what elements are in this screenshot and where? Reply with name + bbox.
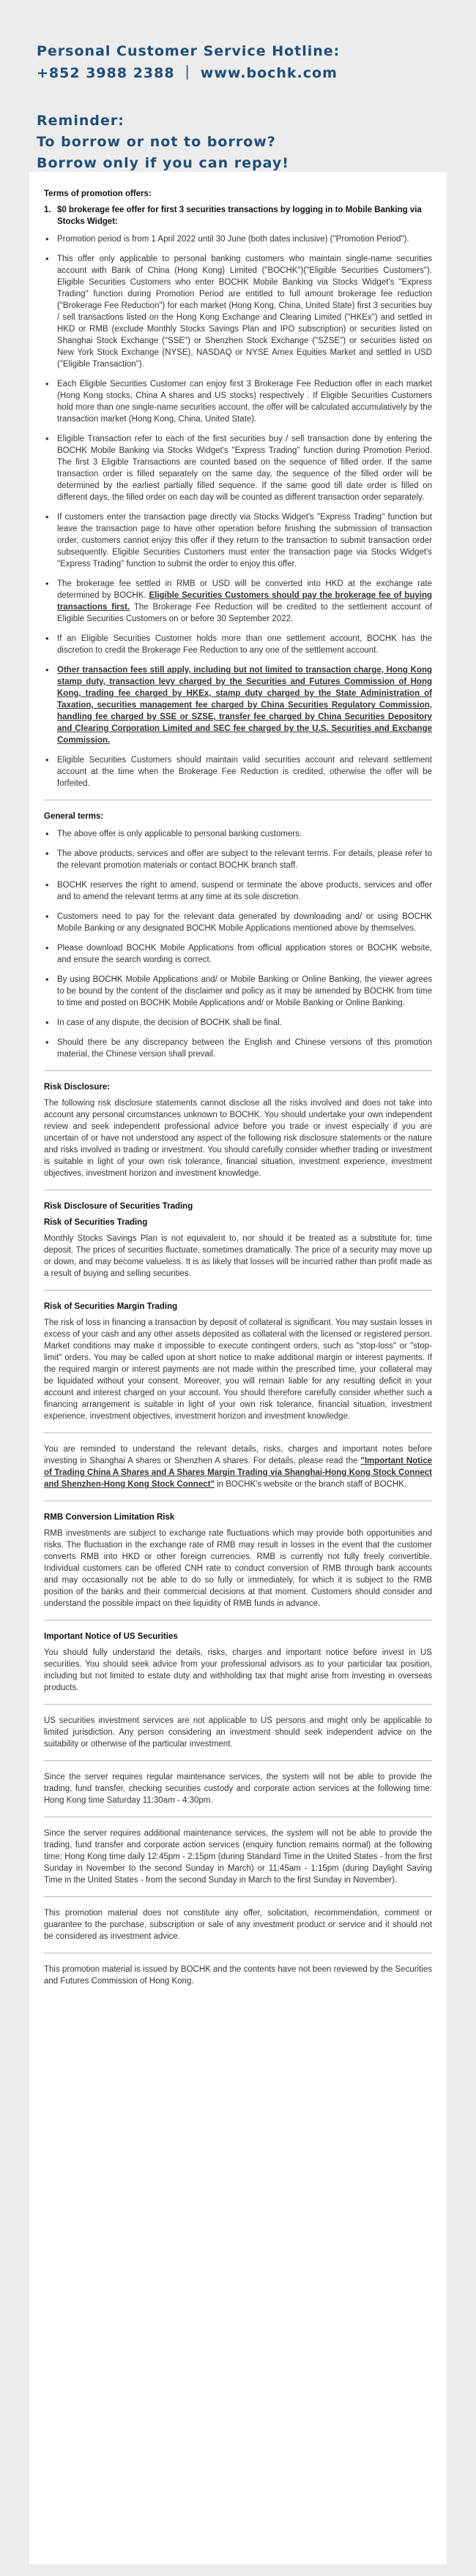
promotion-bullet: • Each Eligible Securities Customer can enjoy first 3 Brokerage Fee Reduction offer in each market (Hong Kong stocks, China A shares and US stocks) respectively . If Eligible Securities Customers hold more than one single-name securities account, the offer will be calculated accumulatively by the transaction market (Hong Kong, China, United State). [44, 378, 432, 425]
bullet-text: The brokerage fee settled in RMB or USD will be converted into HKD at the exchange rate determined by BOCHK. [57, 579, 432, 600]
promotion-bullet: • Promotion period is from 1 April 2022 until 30 June (both dates inclusive) ("Promotion Period"). [44, 233, 432, 245]
not-an-offer-note: This promotion material does not constitute any offer, solicitation, recommendation, comment or guarantee to the purchase, subscription or sale of any investment product or service and it should not be considered as investment advice. [44, 1909, 432, 1941]
header [0, 0, 476, 174]
general-bullet: • In case of any dispute, the decision of BOCHK shall be final. [44, 1017, 432, 1029]
reminder-label: Reminder: [37, 113, 124, 129]
reminder-line-2: Borrow only if you can repay! [37, 155, 289, 171]
divider [44, 1432, 432, 1433]
margin-trading-title: Risk of Securities Margin Trading [44, 1302, 178, 1311]
hotline-title: Personal Customer Service Hotline: [37, 43, 341, 59]
general-bullet: • Customers need to pay for the relevant data generated by downloading and/ or using BOCHK Mobile Banking or any designated BOCHK Mobile Applications mentioned above by themselves. [44, 911, 432, 934]
promotion-bullet: • Eligible Securities Customers should maintain valid securities account and relevant settlement account at the time when the Brokerage Fee Reduction is credited, otherwise the offer will be forfeited. [44, 754, 432, 789]
rmb-risk-title: RMB Conversion Limitation Risk [44, 1513, 175, 1522]
general-bullet: • The above offer is only applicable to personal banking customers. [44, 828, 432, 840]
promotion-terms-title: Terms of promotion offers: [44, 189, 152, 198]
promotion-bullet [44, 578, 432, 625]
divider [44, 1760, 432, 1761]
reminder-heading [37, 110, 439, 174]
risk-disclosure-body: The following risk disclosure statements cannot disclose all the risks involved and does not take into account any personal circumstances unknown to BOCHK. You should undertake your own independent review and seek independent professional advice before you trade or invest especially if you are uncertain of or have not understood any aspect of the following risk disclosure statements or the nature and risks involved in trading or investment. You should carefully consider whether trading or investment is suitable in light of your own risk tolerance, financial situation, investment experience, investment objectives, investment horizon and investment knowledge. [44, 1099, 432, 1178]
general-bullet: • Should there be any discrepancy between the English and Chinese versions of this promotion material, the Chinese version shall prevail. [44, 1037, 432, 1060]
general-bullet: • BOCHK reserves the right to amend, suspend or terminate the above products, services and offer and to amend the relevant terms at any time at its sole discretion. [44, 879, 432, 903]
risk-disclosure-title: Risk Disclosure: [44, 1083, 111, 1092]
margin-trading-body: The risk of loss in financing a transaction by deposit of collateral is significant. You may sustain losses in excess of your cash and any other assets deposited as collateral with the licensed or registered person. Market conditions may make it impossible to execute contingent orders, such as "stop-loss" or "stop-limit" orders. You may be called upon at short notice to make additional margin or interest payments. If the required margin or interest payments are not made within the prescribed time, your collateral may be liquidated without your consent. Moreover, you will remain liable for any resulting deficit in your account and interest charged on your account. You should therefore carefully consider whether such a financing arrangement is suitable in light of your own risk tolerance, financial situation, investment experience, investment objectives, investment horizon and investment knowledge. [44, 1318, 432, 1421]
stock-connect-notice [44, 1443, 432, 1490]
item-number: 1. [44, 206, 51, 214]
general-bullet: • By using BOCHK Mobile Applications and/ or Mobile Banking or Online Banking, the viewer agrees to be bound by the content of the disclaimer and policy as it may be amended by BOCHK from time to time and posted on BOCHK Mobile Applications and/ or Mobile Banking or Online Banking. [44, 974, 432, 1009]
bullet-text: The Brokerage Fee Reduction will be credited to the settlement account of Eligible Securities Customers on or before 30 September 2022. [57, 603, 433, 623]
promotion-bullets [44, 233, 432, 789]
promotion-item-1-heading [44, 204, 432, 228]
us-persons-note: US securities investment services are not applicable to US persons and might only be applicable to limited jurisdiction. Any person considering an investment should seek independent advice on the suitability or otherwise of the particular investment. [44, 1716, 432, 1749]
notice-text: You are reminded to understand the relevant details, risks, charges and important notes before investing in Shanghai A shares or Shenzhen A shares. For details, please read the [44, 1445, 432, 1465]
promotion-bullet [44, 664, 432, 746]
promotion-bullet: • If customers enter the transaction page directly via Stocks Widget's "Express Trading" function but leave the transaction page to have other operation before finishing the submission of transaction order, customers cannot enjoy this offer if they return to the transaction to submit transaction order subsequently. Eligible Securities Customers must enter the transaction page via Stocks Widget's "Express Trading" function to submit the order to enjoy this offer. [44, 511, 432, 570]
stock-connect-document-link[interactable]: "Important Notice of Trading China A Shares and A Shares Margin Trading via Shanghai-Hong Kong Stock Connect and Shenzhen-Hong Kong Stock Connect" [44, 1457, 432, 1489]
bullet-emphasis: Other transaction fees still apply, including but not limited to transaction charge, Hong Kong stamp duty, transaction levy charged by the Securities and Futures Commission of Hong Kong, trading fee charged by HKEx, stamp duty charged by the State Administration of Taxation, securities management fee charged by China Securities Regulatory Commission, handling fee charged by SSE or SZSE, transfer fee charged by China Securities Depository and Clearing Corporation Limited and SEC fee charged by the U.S. Securities and Exchange Commission. [57, 666, 432, 745]
securities-trading-title: Risk Disclosure of Securities Trading [44, 1202, 193, 1211]
securities-trading-body: Monthly Stocks Savings Plan is not equivalent to, nor should it be treated as a substitute for, time deposit. The prices of securities fluctuate, sometimes dramatically. The price of a security may move up or down, and may become valueless. It is as likely that losses will be incurred rather than profit made as a result of buying and selling securities. [44, 1234, 432, 1278]
divider [44, 1896, 432, 1897]
maintenance-note-regular: Since the server requires regular maintenance services, the system will not be able to provide the trading, fund transfer, checking securities custody and corporate action services at the following time: Hong Kong time Saturday 11:30am - 4:30pm. [44, 1773, 432, 1805]
issuer-note: This promotion material is issued by BOCHK and the contents have not been reviewed by the Securities and Futures Commission of Hong Kong. [44, 1965, 432, 1986]
promotion-bullet: • Eligible Transaction refer to each of the first securities buy / sell transaction done by entering the BOCHK Mobile Banking via Stocks Widget's "Express Trading" function during Promotion Period. The first 3 Eligible Transactions are counted based on the sequence of filled order. If the same transaction order is filled separately on the same day, the sequence of the filled order will be determined by the earliest partially filled sequence. If the same good till date order is filled on different days, the filled order on each day will be counted as different transaction order separately. [44, 433, 432, 503]
terms-content [29, 172, 447, 1987]
general-bullet: • Please download BOCHK Mobile Applications from official application stores or BOCHK website, and ensure the search wording is correct. [44, 942, 432, 966]
divider [44, 1290, 432, 1291]
notice-text: in BOCHK's website or the branch staff of BOCHK. [214, 1480, 407, 1489]
terms-card [29, 172, 447, 2564]
promotion-bullet: • This offer only applicable to personal banking customers who maintain single-name securities account with Bank of China (Hong Kong) Limited ("BOCHK")("Eligible Securities Customers"). Eligible Securities Customers who enter BOCHK Mobile Banking via Stocks Widget's "Express Trading" function during Promotion Period are entitled to full amount brokerage fee reduction ("Brokerage Fee Reduction") for each market (Hong Kong, China, United State) first 3 securities buy / sell transactions listed on the Hong Kong Exchange and Clearing Limited ("HKEx") and settled in HKD or RMB (exclude Monthly Stocks Savings Plan and IPO subscription) or securities listed on Shanghai Stock Exchange ("SSE") or Shenzhen Stock Exchange ("SZSE") or securities listed on New York Stock Exchange (NYSE), NASDAQ or NYSE Amex Equities Market and settled in USD ("Eligible Transaction"). [44, 253, 432, 370]
bullet-emphasis: Eligible Securities Customers should pay the brokerage fee of buying transactions first. [57, 591, 432, 612]
reminder-line-1: To borrow or not to borrow? [37, 134, 276, 150]
us-securities-title: Important Notice of US Securities [44, 1632, 178, 1641]
us-securities-body: You should fully understand the details, risks, charges and important notice before invest in US securities. You should seek advice from your professional advisors as to your particular tax position, including but not limited to estate duty and withholding tax that might arise from investing in overseas products. [44, 1648, 432, 1692]
divider [44, 1070, 432, 1071]
securities-trading-subtitle: Risk of Securities Trading [44, 1218, 148, 1227]
general-bullet: • The above products, services and offer are subject to the relevant terms. For details, please refer to the relevant promotion materials or contact BOCHK branch staff. [44, 848, 432, 871]
rmb-risk-body: RMB investments are subject to exchange rate fluctuations which may provide both opportunities and risks. The fluctuation in the exchange rate of RMB may result in losses in the event that the customer converts RMB into HKD or other foreign currencies. RMB is currently not fully freely convertible. Individual customers can be offered CNH rate to conduct conversion of RMB through bank accounts and may occasionally not be able to do so fully or immediately, for which it is subject to the RMB position of the banks and their commercial decisions at that moment. Customers should consider and understand the possible impact on their liquidity of RMB funds in advance. [44, 1529, 432, 1608]
hotline-number: +852 3988 2388 ｜ www.bochk.com [37, 65, 338, 81]
maintenance-note-additional: Since the server requires additional maintenance services, the system will not be able to provide the trading, fund transfer and corporate action services (enquiry function remains normal) at the following time: Hong Kong time daily 12:45pm - 2:15pm (during Standard Time in the United States - from the first Sunday in November to the second Sunday in March) or 11:45am - 1:15pm (during Daylight Saving Time in the United States - from the second Sunday in March to the first Sunday in November). [44, 1829, 432, 1885]
item-title: $0 brokerage fee offer for first 3 securities transactions by logging in to Mobile Banking via Stocks Widget: [57, 206, 422, 226]
general-terms-title: General terms: [44, 812, 104, 821]
general-bullets [44, 828, 432, 1060]
promotion-bullet: • If an Eligible Securities Customer holds more than one settlement account, BOCHK has the discretion to credit the Brokerage Fee Reduction to any one of the settlement account. [44, 633, 432, 656]
divider [44, 1620, 432, 1621]
divider [44, 1704, 432, 1705]
